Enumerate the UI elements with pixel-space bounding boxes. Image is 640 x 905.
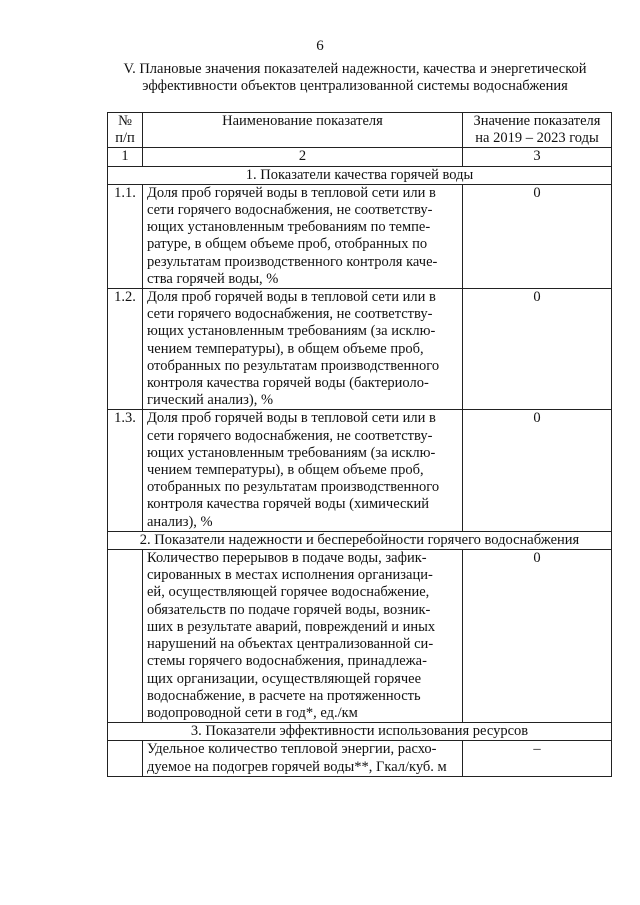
table-header-row [108, 113, 612, 148]
indicator-value: 0 [463, 184, 612, 288]
indicator-value: 0 [463, 289, 612, 410]
column-number-row [108, 148, 612, 166]
indicator-name-line: ющих установленным требованиям (за исклю- [147, 444, 436, 461]
heading-line: эффективности объектов централизованной системы водоснабжения [142, 78, 568, 94]
row-number [108, 550, 143, 723]
indicator-name-line: чением температуры), в общем объеме проб, [147, 462, 424, 479]
heading-line: V. Плановые значения показателей надежности, качества и энергетической [123, 61, 587, 77]
indicator-name-line: нарушений на объектах централизованной си- [147, 636, 434, 653]
header-name [143, 113, 463, 148]
table-row [108, 410, 612, 531]
section-title: 3. Показатели эффективности использования ресурсов [108, 723, 612, 741]
section-title-row [108, 531, 612, 549]
indicator-name-line: чением температуры), в общем объеме проб, [147, 340, 424, 357]
row-number [108, 741, 143, 776]
indicator-name-line: Удельное количество тепловой энергии, расхо- [147, 741, 437, 758]
indicator-name-line: отобранных по результатам производственного [147, 479, 440, 496]
indicator-name-line: Доля проб горячей воды в тепловой сети или в [147, 289, 436, 306]
indicator-name [143, 550, 463, 723]
header-name-text: Наименование показателя [222, 113, 383, 129]
section-title-row [108, 723, 612, 741]
indicator-name-line: водопроводной сети в год*, ед./км [147, 704, 358, 721]
header-number [108, 113, 143, 148]
table-row [108, 741, 612, 776]
indicator-value: 0 [463, 410, 612, 531]
row-number: 1.1. [108, 184, 143, 288]
indicator-name-line: обязательств по подаче горячей воды, возник- [147, 601, 431, 618]
indicator-name-line: ей, осуществляющей горячее водоснабжение, [147, 584, 430, 601]
indicator-name-line: водоснабжение, в расчете на протяженность [147, 687, 421, 704]
indicator-name-line: дуемое на подогрев горячей воды**, Гкал/куб. м [147, 758, 447, 775]
indicator-name-line: Количество перерывов в подаче воды, зафик- [147, 550, 427, 567]
indicator-name-line: ющих установленным требованиям (за исклю- [147, 323, 436, 340]
section-title: 2. Показатели надежности и бесперебойности горячего водоснабжения [108, 531, 612, 549]
row-number: 1.3. [108, 410, 143, 531]
indicator-name-line: ющих установленным требованиям по темпе- [147, 219, 431, 236]
indicator-name-line: ратуре, в общем объеме проб, отобранных по [147, 236, 428, 253]
column-number: 3 [463, 148, 612, 166]
row-number: 1.2. [108, 289, 143, 410]
indicators-table [107, 112, 612, 777]
indicator-name-line: щих организации, осуществляющей горячее [147, 670, 422, 687]
indicator-name [143, 184, 463, 288]
indicator-name-line: отобранных по результатам производственного [147, 357, 440, 374]
section-title: 1. Показатели качества горячей воды [108, 166, 612, 184]
indicator-name-line: результатам производственного контроля каче- [147, 253, 438, 270]
table-row [108, 550, 612, 723]
indicator-name [143, 410, 463, 531]
header-number-line2: п/п [115, 130, 135, 147]
indicator-name-line: Доля проб горячей воды в тепловой сети или в [147, 184, 436, 201]
indicator-name-line: анализ), % [147, 513, 213, 530]
column-number: 2 [143, 148, 463, 166]
table-row [108, 289, 612, 410]
indicator-name-line: контроля качества горячей воды (химический [147, 496, 429, 513]
header-value-line2: на 2019 – 2023 годы [475, 130, 599, 147]
indicator-value: – [463, 741, 612, 776]
indicator-name-line: контроля качества горячей воды (бактериоло- [147, 375, 429, 392]
table-row [108, 184, 612, 288]
indicator-name-line: сированных в местах исполнения организаци- [147, 567, 433, 584]
section-heading [100, 61, 610, 95]
indicator-name-line: ства горячей воды, % [147, 270, 279, 287]
indicator-name [143, 289, 463, 410]
column-number: 1 [108, 148, 143, 166]
indicator-value: 0 [463, 550, 612, 723]
indicator-name-line: Доля проб горячей воды в тепловой сети или в [147, 410, 436, 427]
header-number-line1: № [118, 113, 132, 129]
indicator-name-line: ших в результате аварий, повреждений и иных [147, 618, 436, 635]
indicator-name-line: сети горячего водоснабжения, не соответству- [147, 202, 433, 219]
header-value-line1: Значение показателя [473, 113, 601, 129]
page-number: 6 [316, 38, 324, 54]
indicator-name-line: гический анализ), % [147, 392, 274, 409]
header-value [463, 113, 612, 148]
indicator-name-line: стемы горячего водоснабжения, принадлежа- [147, 653, 427, 670]
section-title-row [108, 166, 612, 184]
indicator-name-line: сети горячего водоснабжения, не соответству- [147, 427, 433, 444]
indicator-name [143, 741, 463, 776]
indicator-name-line: сети горячего водоснабжения, не соответству- [147, 306, 433, 323]
